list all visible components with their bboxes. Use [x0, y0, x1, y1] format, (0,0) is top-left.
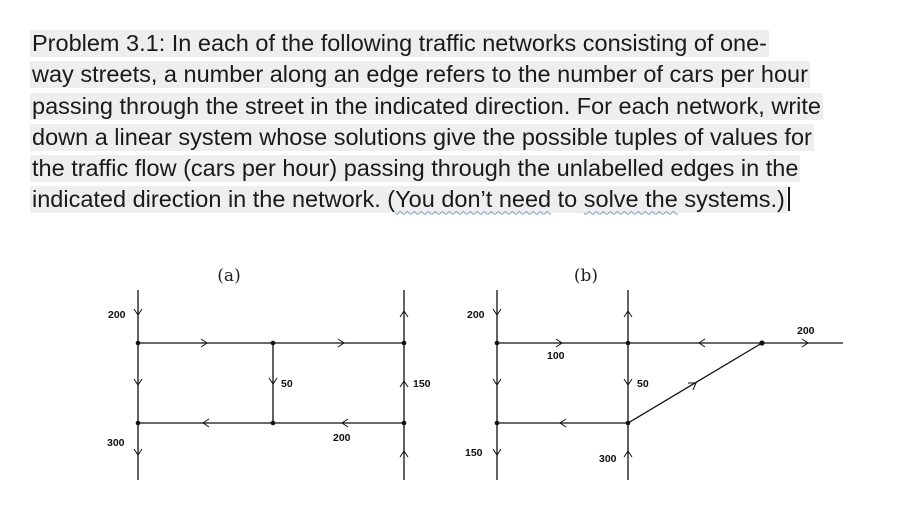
line6-before: indicated direction in the network. (	[32, 186, 396, 213]
label-b-100: 100	[547, 350, 565, 362]
label-b-300: 300	[599, 453, 617, 465]
label-a-300: 300	[107, 437, 125, 449]
problem-line-1: Problem 3.1: In each of the following traffic networks consisting of one-	[32, 30, 767, 56]
line6-mid: to	[551, 186, 584, 213]
line6-after: systems.)	[677, 186, 785, 213]
spellcheck-underline-1: You don’t need	[395, 186, 552, 213]
problem-line-6	[30, 186, 787, 213]
label-a-200-bottom: 200	[333, 432, 351, 444]
network-b	[465, 266, 843, 480]
caption-b: (b)	[573, 266, 599, 286]
text-cursor	[788, 187, 790, 211]
problem-line-2: way streets, a number along an edge refers to the number of cars per hour	[32, 61, 808, 88]
traffic-network-figures	[0, 240, 922, 522]
problem-line-5: the traffic flow (cars per hour) passing through the unlabelled edges in the	[32, 155, 799, 182]
vertex-b-5	[626, 421, 631, 426]
problem-line-3: passing through the street in the indicated direction. For each network, write	[32, 92, 821, 119]
label-a-50: 50	[281, 378, 293, 390]
vertex-b-3	[759, 340, 764, 345]
vertex-a-3	[402, 341, 407, 346]
label-b-150: 150	[465, 447, 483, 459]
vertex-b-4	[495, 421, 500, 426]
vertex-a-2	[271, 341, 276, 346]
spellcheck-underline-2: solve the	[583, 186, 678, 213]
problem-text[interactable]	[30, 28, 900, 216]
vertex-a-4	[136, 421, 141, 426]
caption-a: (a)	[217, 266, 241, 286]
label-b-200-top: 200	[467, 309, 485, 321]
label-b-200-right: 200	[797, 325, 815, 337]
vertex-a-5	[271, 421, 276, 426]
label-a-200-top: 200	[108, 309, 126, 321]
vertex-a-6	[402, 421, 407, 426]
vertex-a-1	[136, 341, 141, 346]
label-a-150: 150	[413, 378, 431, 390]
problem-line-4: down a linear system whose solutions give the possible tuples of values for	[32, 123, 812, 150]
network-a	[107, 266, 431, 480]
vertex-b-2	[626, 341, 631, 346]
label-b-50: 50	[637, 378, 649, 390]
vertex-b-1	[495, 341, 500, 346]
